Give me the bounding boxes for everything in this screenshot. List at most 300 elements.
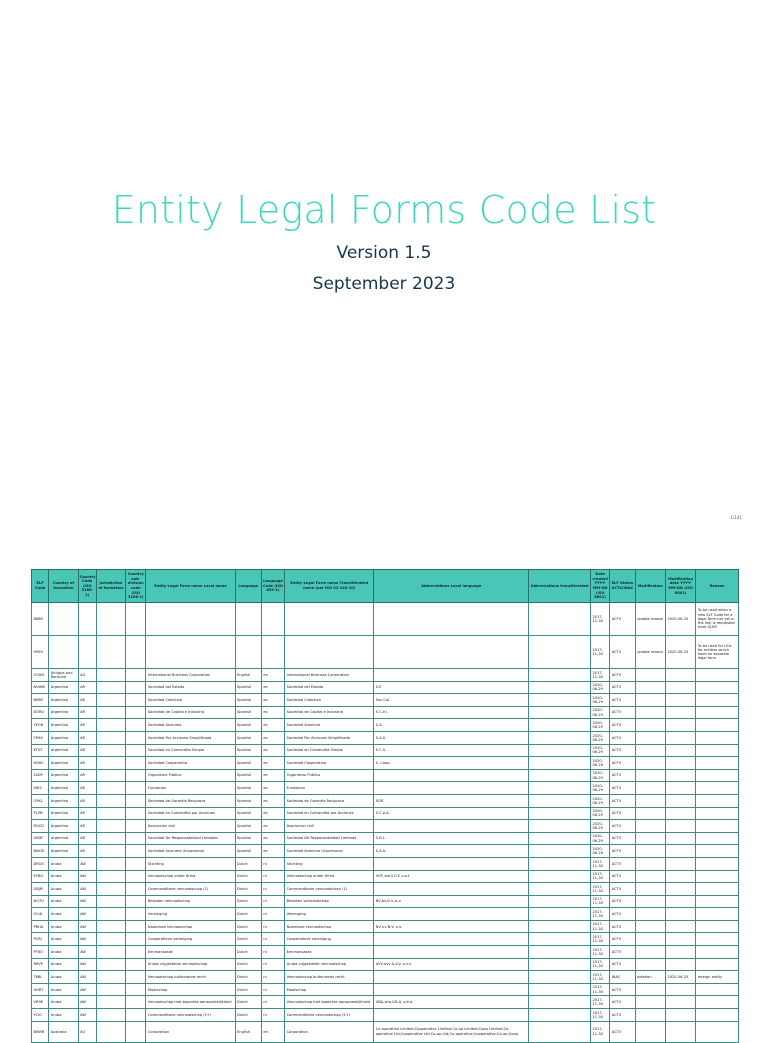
- table-cell: [96, 832, 125, 845]
- table-cell: es: [261, 782, 284, 795]
- table-cell: Commanditaire vennootschap (2+): [146, 1009, 235, 1022]
- table-body: [32, 603, 739, 1043]
- table-cell: S.A.U.: [374, 845, 529, 858]
- table-cell: Argentina: [49, 706, 78, 719]
- table-cell: AU: [78, 1021, 96, 1042]
- table-cell: [374, 820, 529, 833]
- table-cell: [665, 857, 695, 870]
- table-cell: [529, 895, 591, 908]
- column-header: Modification date YYYY-MM-DD (ISO 8601): [665, 570, 695, 603]
- table-cell: International Business Corporation: [285, 669, 374, 682]
- table-cell: [529, 807, 591, 820]
- table-cell: AW: [78, 933, 96, 946]
- table-cell: 2020-06-29: [591, 757, 610, 770]
- table-cell: [665, 983, 695, 996]
- table-cell: [285, 636, 374, 669]
- table-cell: Sociedad Cooperativa: [285, 757, 374, 770]
- table-cell: [696, 757, 739, 770]
- table-cell: ACTV: [610, 681, 635, 694]
- table-cell: [635, 694, 665, 707]
- table-cell: [235, 603, 261, 636]
- table-cell: [126, 603, 146, 636]
- table-cell: KTGT: [32, 744, 49, 757]
- table-cell: AR: [78, 820, 96, 833]
- table-cell: Maatschap: [146, 983, 235, 996]
- table-cell: [696, 706, 739, 719]
- table-row: [32, 845, 739, 858]
- column-header: ELF Code: [32, 570, 49, 603]
- table-cell: ACTV: [610, 983, 635, 996]
- table-cell: [96, 857, 125, 870]
- table-cell: SGR: [374, 794, 529, 807]
- table-cell: [126, 669, 146, 682]
- table-cell: [374, 946, 529, 959]
- table-cell: [665, 706, 695, 719]
- table-cell: 2017-11-30: [591, 1021, 610, 1042]
- table-cell: es: [261, 807, 284, 820]
- table-cell: Asociacion civil: [285, 820, 374, 833]
- table-cell: [96, 807, 125, 820]
- table-cell: 2017-11-30: [591, 971, 610, 984]
- table-cell: Dutch: [235, 895, 261, 908]
- table-cell: [49, 603, 78, 636]
- table-cell: Vennootschap onder firma: [285, 870, 374, 883]
- table-cell: [696, 782, 739, 795]
- table-cell: BV,bv,B.V.,b.v.: [374, 895, 529, 908]
- column-header: Reason: [696, 570, 739, 603]
- table-cell: Spanish: [235, 832, 261, 845]
- table-cell: PCRJ: [32, 933, 49, 946]
- table-cell: 2017-11-30: [591, 920, 610, 933]
- elf-code-table-container[interactable]: [31, 569, 739, 1036]
- table-cell: nl: [261, 908, 284, 921]
- table-row: [32, 883, 739, 896]
- table-row: [32, 920, 739, 933]
- column-header: Modification: [635, 570, 665, 603]
- table-cell: [696, 946, 739, 959]
- table-cell: 2020-06-29: [591, 794, 610, 807]
- table-row: [32, 807, 739, 820]
- table-cell: Spanish: [235, 757, 261, 770]
- table-cell: update reason: [635, 636, 665, 669]
- table-cell: Vennootschap buitenlands recht: [146, 971, 235, 984]
- elf-code-table: [31, 569, 739, 1043]
- table-cell: Dutch: [235, 920, 261, 933]
- table-cell: [96, 870, 125, 883]
- table-cell: [96, 1021, 125, 1042]
- table-cell: Argentina: [49, 769, 78, 782]
- table-cell: Asociacion civil: [146, 820, 235, 833]
- table-cell: Aruba: [49, 1009, 78, 1022]
- table-cell: update reason: [635, 603, 665, 636]
- table-cell: Vennootschap met beperkte aansprakelijkheid: [285, 996, 374, 1009]
- table-row: [32, 832, 739, 845]
- table-cell: GBJM: [32, 883, 49, 896]
- table-cell: [665, 895, 695, 908]
- table-cell: Fundacion: [146, 782, 235, 795]
- table-cell: 2017-11-30: [591, 958, 610, 971]
- table-cell: Spanish: [235, 681, 261, 694]
- table-cell: Dutch: [235, 983, 261, 996]
- table-cell: Argentina: [49, 807, 78, 820]
- table-cell: [96, 636, 125, 669]
- column-header: Country Code (ISO 3166-1): [78, 570, 96, 603]
- table-cell: [96, 933, 125, 946]
- table-cell: es: [261, 681, 284, 694]
- table-cell: [374, 782, 529, 795]
- table-cell: 2017-11-30: [591, 908, 610, 921]
- table-cell: [665, 669, 695, 682]
- table-cell: 2020-06-25: [665, 636, 695, 669]
- table-cell: OYKL: [32, 794, 49, 807]
- table-cell: [126, 769, 146, 782]
- table-cell: [529, 706, 591, 719]
- table-cell: [96, 946, 125, 959]
- table-cell: Vennootschap met beperkte aansprakelijkheid: [146, 996, 235, 1009]
- table-cell: [665, 820, 695, 833]
- table-cell: [96, 731, 125, 744]
- table-row: [32, 820, 739, 833]
- table-cell: [374, 669, 529, 682]
- table-cell: R6VP: [32, 958, 49, 971]
- table-cell: nl: [261, 933, 284, 946]
- table-cell: en: [261, 1021, 284, 1042]
- table-cell: To be used for LEIs for entities which have no separate legal form: [696, 636, 739, 669]
- table-cell: [635, 681, 665, 694]
- table-cell: [126, 636, 146, 669]
- table-row: [32, 603, 739, 636]
- table-cell: es: [261, 820, 284, 833]
- table-cell: Spanish: [235, 744, 261, 757]
- table-cell: INAC: [610, 971, 635, 984]
- table-cell: U6I2: [32, 782, 49, 795]
- table-cell: [665, 794, 695, 807]
- table-cell: S.A.S.: [374, 731, 529, 744]
- table-cell: S.E: [374, 681, 529, 694]
- table-cell: S.C.e I.: [374, 706, 529, 719]
- table-cell: Argentina: [49, 820, 78, 833]
- table-cell: [126, 694, 146, 707]
- table-cell: [635, 719, 665, 732]
- table-cell: 2020-06-29: [591, 820, 610, 833]
- table-cell: AR: [78, 719, 96, 732]
- table-cell: 2017-11-30: [591, 1009, 610, 1022]
- column-header: Country sub-division code (ISO 3166-2): [126, 570, 146, 603]
- column-header: ELF Status ACTV/INAC: [610, 570, 635, 603]
- table-cell: AR: [78, 807, 96, 820]
- table-cell: 2020-06-29: [591, 694, 610, 707]
- table-cell: [635, 757, 665, 770]
- table-cell: es: [261, 744, 284, 757]
- table-cell: 2017-11-30: [591, 669, 610, 682]
- table-cell: S.A.: [374, 719, 529, 732]
- table-cell: [529, 845, 591, 858]
- table-cell: [529, 920, 591, 933]
- table-cell: 2020-06-29: [591, 706, 610, 719]
- table-cell: [285, 603, 374, 636]
- table-cell: 2020-06-29: [591, 769, 610, 782]
- table-cell: [529, 744, 591, 757]
- table-cell: Sociedad en Comandita Simple: [146, 744, 235, 757]
- table-cell: AW: [78, 996, 96, 1009]
- table-cell: 2020-06-29: [591, 807, 610, 820]
- table-cell: Dutch: [235, 870, 261, 883]
- table-cell: [635, 845, 665, 858]
- table-cell: [696, 719, 739, 732]
- table-cell: EYBG: [32, 870, 49, 883]
- table-cell: T68L: [32, 971, 49, 984]
- table-cell: [665, 996, 695, 1009]
- table-cell: ACTV: [610, 946, 635, 959]
- table-cell: [635, 895, 665, 908]
- table-cell: [529, 1009, 591, 1022]
- table-cell: 2017-11-30: [591, 933, 610, 946]
- table-cell: AR: [78, 757, 96, 770]
- table-cell: [635, 769, 665, 782]
- table-cell: [49, 636, 78, 669]
- table-cell: [126, 908, 146, 921]
- table-cell: [126, 996, 146, 1009]
- table-cell: OU4I: [32, 908, 49, 921]
- table-row: [32, 719, 739, 732]
- table-cell: Aruba: [49, 908, 78, 921]
- table-cell: 2020-06-29: [591, 744, 610, 757]
- table-cell: Dutch: [235, 857, 261, 870]
- table-cell: S.C.S.: [374, 744, 529, 757]
- table-cell: Antigua and Barbuda: [49, 669, 78, 682]
- table-cell: AR: [78, 782, 96, 795]
- table-cell: Sociedad en Comandita por Acciones: [285, 807, 374, 820]
- table-cell: [529, 1021, 591, 1042]
- table-cell: AW: [78, 971, 96, 984]
- document-date: September 2023: [312, 274, 456, 294]
- table-cell: 2017-11-30: [591, 895, 610, 908]
- table-cell: AW: [78, 883, 96, 896]
- table-cell: nl: [261, 958, 284, 971]
- table-cell: [529, 958, 591, 971]
- table-cell: [374, 908, 529, 921]
- table-cell: Naamloze vennootschap: [285, 920, 374, 933]
- table-cell: S.C.p.A.: [374, 807, 529, 820]
- table-cell: Australia: [49, 1021, 78, 1042]
- table-cell: YCIO: [32, 1009, 49, 1022]
- table-row: [32, 769, 739, 782]
- table-cell: Organismo Publico: [285, 769, 374, 782]
- table-cell: AR: [78, 744, 96, 757]
- table-cell: ACTV: [610, 719, 635, 732]
- table-cell: [126, 820, 146, 833]
- table-cell: [529, 669, 591, 682]
- table-cell: Argentina: [49, 794, 78, 807]
- table-cell: Spanish: [235, 807, 261, 820]
- table-cell: Argentina: [49, 694, 78, 707]
- table-cell: [665, 920, 695, 933]
- table-cell: ACTV: [610, 794, 635, 807]
- table-cell: ACTV: [610, 744, 635, 757]
- table-cell: [665, 694, 695, 707]
- table-cell: [665, 933, 695, 946]
- table-cell: [529, 933, 591, 946]
- table-cell: [529, 820, 591, 833]
- table-cell: BMKF: [32, 694, 49, 707]
- table-cell: [96, 920, 125, 933]
- table-cell: AR: [78, 694, 96, 707]
- table-cell: 9999: [32, 636, 49, 669]
- table-cell: HD6C: [32, 757, 49, 770]
- table-cell: International Business Corporation: [146, 669, 235, 682]
- table-cell: 2020-06-29: [591, 681, 610, 694]
- table-cell: [126, 895, 146, 908]
- table-cell: AR: [78, 794, 96, 807]
- table-cell: AW: [78, 920, 96, 933]
- table-cell: [635, 1021, 665, 1042]
- table-row: [32, 1021, 739, 1042]
- table-cell: Spanish: [235, 794, 261, 807]
- table-cell: AW: [78, 1009, 96, 1022]
- table-cell: English: [235, 669, 261, 682]
- table-cell: Argentina: [49, 757, 78, 770]
- table-cell: es: [261, 719, 284, 732]
- table-cell: [78, 636, 96, 669]
- table-cell: ACTV: [610, 706, 635, 719]
- table-cell: Corporation: [285, 1021, 374, 1042]
- table-cell: Sociedad Colectiva: [285, 694, 374, 707]
- table-cell: es: [261, 731, 284, 744]
- table-cell: ACTV: [610, 1009, 635, 1022]
- table-cell: [529, 681, 591, 694]
- table-cell: [126, 870, 146, 883]
- table-cell: Argentina: [49, 744, 78, 757]
- table-cell: AW: [78, 983, 96, 996]
- table-cell: [146, 636, 235, 669]
- table-cell: Commanditaire vennootschap (1): [285, 883, 374, 896]
- table-cell: es: [261, 845, 284, 858]
- table-cell: [696, 669, 739, 682]
- table-cell: [696, 1021, 739, 1042]
- table-row: [32, 706, 739, 719]
- table-cell: ACTV: [610, 883, 635, 896]
- table-cell: Sociedad del Estado: [285, 681, 374, 694]
- table-cell: [126, 1021, 146, 1042]
- table-cell: Aruba: [49, 971, 78, 984]
- table-cell: [126, 681, 146, 694]
- table-cell: AW: [78, 857, 96, 870]
- table-cell: Stichting: [285, 857, 374, 870]
- table-cell: ACTV: [610, 857, 635, 870]
- table-cell: [126, 706, 146, 719]
- table-cell: [126, 832, 146, 845]
- table-cell: [665, 1021, 695, 1042]
- table-cell: DRUX: [32, 857, 49, 870]
- table-cell: AVV,avv,A.V.V.,a.v.v.: [374, 958, 529, 971]
- table-cell: [374, 857, 529, 870]
- table-cell: [635, 731, 665, 744]
- table-cell: [374, 769, 529, 782]
- table-cell: 2020-06-29: [591, 731, 610, 744]
- table-cell: [696, 996, 739, 1009]
- table-cell: Eenmanszaak: [285, 946, 374, 959]
- column-header: Entity Legal Form name Local name: [146, 570, 235, 603]
- table-cell: 2020-06-29: [591, 719, 610, 732]
- table-cell: PT6O: [32, 946, 49, 959]
- table-cell: [96, 782, 125, 795]
- table-cell: Sociedad de Capital e Industria: [146, 706, 235, 719]
- table-cell: [696, 895, 739, 908]
- table-cell: Sociedad De Responsabilidad Limitada: [285, 832, 374, 845]
- table-cell: nl: [261, 971, 284, 984]
- table-cell: ACTV: [610, 782, 635, 795]
- table-cell: Sociedad Anonima: [146, 719, 235, 732]
- table-cell: nl: [261, 946, 284, 959]
- table-cell: [665, 681, 695, 694]
- table-cell: ACTV: [610, 807, 635, 820]
- table-cell: AW: [78, 946, 96, 959]
- table-cell: [665, 744, 695, 757]
- table-cell: [529, 694, 591, 707]
- table-cell: [126, 983, 146, 996]
- table-cell: Cooperatieve vereniging: [146, 933, 235, 946]
- table-cell: Aruba: [49, 983, 78, 996]
- table-cell: [696, 908, 739, 921]
- table-cell: ACTV: [610, 669, 635, 682]
- table-cell: [126, 946, 146, 959]
- table-cell: [665, 946, 695, 959]
- table-cell: [696, 769, 739, 782]
- table-cell: [126, 1009, 146, 1022]
- table-cell: [696, 870, 739, 883]
- table-cell: [261, 603, 284, 636]
- table-cell: Vereniging: [146, 908, 235, 921]
- table-cell: [635, 996, 665, 1009]
- table-cell: S.R.L.: [374, 832, 529, 845]
- table-cell: English: [235, 1021, 261, 1042]
- table-cell: [96, 983, 125, 996]
- table-cell: Argentina: [49, 731, 78, 744]
- table-cell: Stichting: [146, 857, 235, 870]
- table-cell: [126, 744, 146, 757]
- table-cell: 2017-11-30: [591, 857, 610, 870]
- table-cell: Sociedad del Estado: [146, 681, 235, 694]
- table-cell: Corporation: [146, 1021, 235, 1042]
- table-cell: [635, 669, 665, 682]
- table-cell: Fundacion: [285, 782, 374, 795]
- table-cell: [696, 832, 739, 845]
- table-cell: Sociedad en Comandita por Acciones: [146, 807, 235, 820]
- table-cell: nl: [261, 883, 284, 896]
- table-cell: Argentina: [49, 719, 78, 732]
- table-row: [32, 731, 739, 744]
- table-cell: Aruba: [49, 933, 78, 946]
- table-cell: ACTV: [610, 920, 635, 933]
- table-cell: ACTV: [610, 731, 635, 744]
- table-row: [32, 983, 739, 996]
- table-cell: [529, 870, 591, 883]
- table-cell: [126, 807, 146, 820]
- table-cell: [126, 958, 146, 971]
- table-header-row: [32, 570, 739, 603]
- table-cell: 2017-11-30: [591, 883, 610, 896]
- table-cell: AR: [78, 731, 96, 744]
- table-cell: 2017-11-30: [591, 983, 610, 996]
- table-cell: [696, 731, 739, 744]
- table-cell: es: [261, 694, 284, 707]
- table-cell: Argentina: [49, 845, 78, 858]
- table-cell: [529, 946, 591, 959]
- table-cell: Aruba: [49, 996, 78, 1009]
- table-row: [32, 946, 739, 959]
- table-cell: [696, 681, 739, 694]
- table-row: [32, 857, 739, 870]
